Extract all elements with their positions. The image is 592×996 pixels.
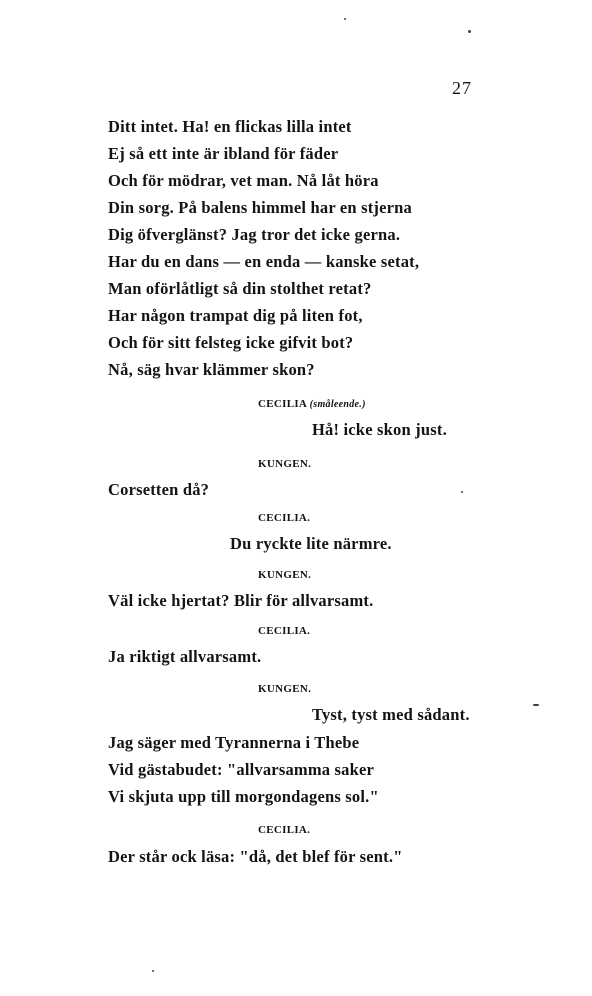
page-number: 27: [452, 78, 472, 98]
verse-line: Och för sitt felsteg icke gifvit bot?: [108, 333, 354, 352]
dialogue-line: Tyst, tyst med sådant.: [312, 705, 470, 724]
verse-line: Ej så ett inte är ibland för fäder: [108, 144, 339, 163]
verse-line: Vi skjuta upp till morgondagens sol.": [108, 787, 379, 806]
dialogue-line: Der står ock läsa: "då, det blef för sent.": [108, 847, 403, 866]
verse-line: Nå, säg hvar klämmer skon?: [108, 360, 315, 379]
paper-speck: [468, 30, 471, 33]
dialogue-line: Väl icke hjertat? Blir för allvarsamt.: [108, 591, 374, 610]
dialogue-line: Hå! icke skon just.: [312, 420, 447, 439]
speaker-label: CECILIA.: [258, 824, 311, 836]
verse-line: Din sorg. På balens himmel har en stjerna: [108, 198, 412, 217]
dialogue-line: Ja riktigt allvarsamt.: [108, 647, 262, 666]
paper-speck: [152, 970, 154, 972]
dialogue-line: Du ryckte lite närmre.: [230, 534, 392, 553]
speaker-label: [258, 397, 366, 412]
speaker-name: CECILIA: [258, 398, 307, 410]
speaker-label: KUNGEN.: [258, 569, 312, 581]
dialogue-line: Corsetten då?: [108, 480, 210, 499]
verse-line: Har någon trampat dig på liten fot,: [108, 306, 363, 325]
verse-line: Ditt intet. Ha! en flickas lilla intet: [108, 117, 352, 136]
verse-line: Man oförlåtligt så din stolthet retat?: [108, 279, 372, 298]
verse-line: Har du en dans — en enda — kanske setat,: [108, 252, 420, 271]
speaker-label: KUNGEN.: [258, 458, 312, 470]
speaker-label: CECILIA.: [258, 625, 311, 637]
verse-line: Och för mödrar, vet man. Nå låt höra: [108, 171, 379, 190]
verse-line: Vid gästabudet: "allvarsamma saker: [108, 760, 375, 779]
verse-line: Jag säger med Tyrannerna i Thebe: [108, 733, 360, 752]
speaker-label: KUNGEN.: [258, 683, 312, 695]
paper-speck: [344, 18, 346, 20]
paper-speck: [533, 704, 539, 706]
speaker-label: CECILIA.: [258, 512, 311, 524]
paper-speck: [461, 491, 463, 493]
stage-direction: (småleende.): [309, 399, 366, 410]
verse-line: Dig öfverglänst? Jag tror det icke gerna.: [108, 225, 401, 244]
